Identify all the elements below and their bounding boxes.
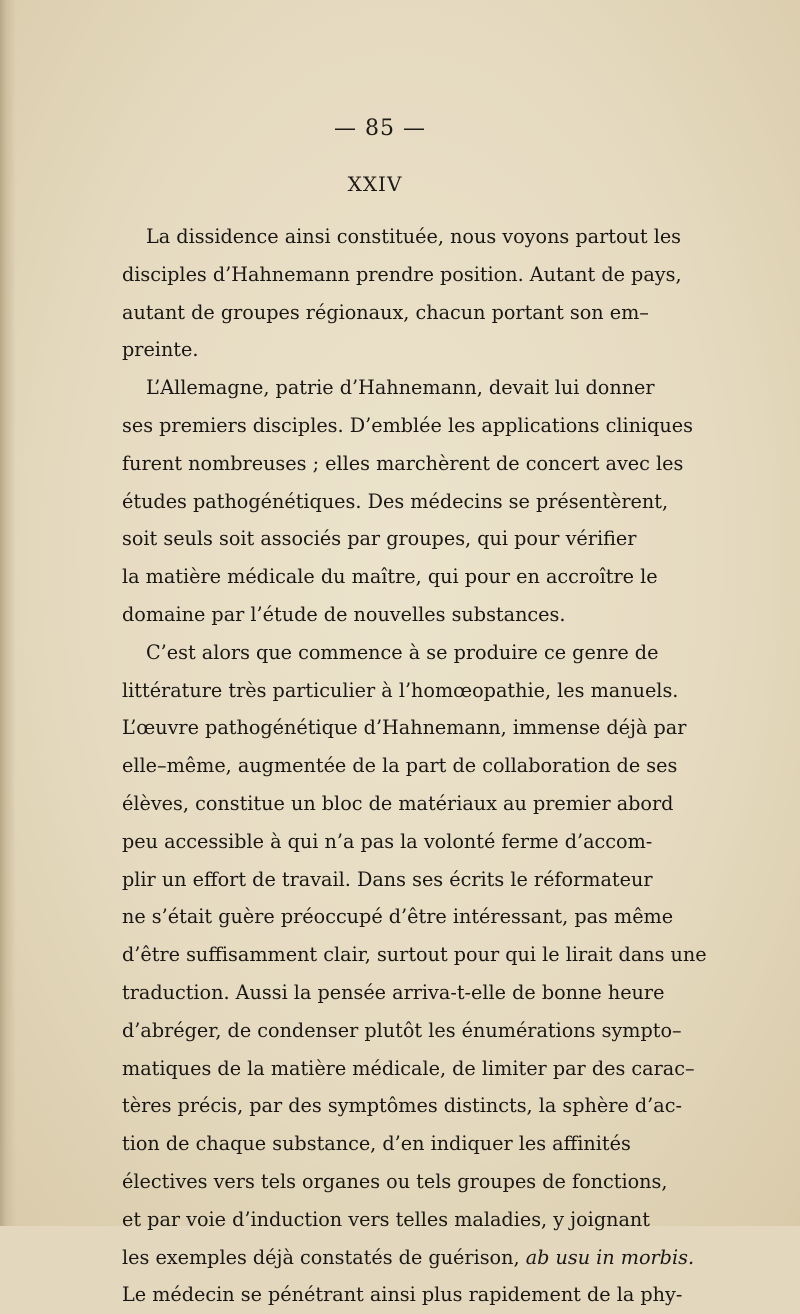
body-text <box>122 218 707 1314</box>
text-line: C’est alors que commence à se produire ce genre de <box>146 640 659 664</box>
text-line: L’œuvre pathogénétique d’Hahnemann, immense déjà par <box>122 716 687 740</box>
text-line: d’être suffisamment clair, surtout pour qui le lirait dans une <box>122 943 707 967</box>
text-line: preinte. <box>122 338 199 362</box>
text-line: élèves, constitue un bloc de matériaux au premier abord <box>122 791 674 815</box>
text-line: et par voie d’induction vers telles maladies, y joignant <box>122 1207 650 1231</box>
text-line: Le médecin se pénétrant ainsi plus rapidement de la phy- <box>122 1283 683 1307</box>
text-line: disciples d’Hahnemann prendre position. Autant de pays, <box>122 262 682 286</box>
text-line: domaine par l’étude de nouvelles substances. <box>122 602 566 626</box>
text-line: d’abréger, de condenser plutôt les énumérations sympto– <box>122 1018 682 1042</box>
text-line-start: les exemples déjà constatés de guérison, <box>122 1245 520 1269</box>
text-line-with-latin <box>122 1239 695 1277</box>
chapter-heading: XXIV <box>347 172 403 196</box>
text-line: peu accessible à qui n’a pas la volonté ferme d’accom- <box>122 829 653 853</box>
text-line: la matière médicale du maître, qui pour en accroître le <box>122 565 658 589</box>
text-line: ne s’était guère préoccupé d’être intéressant, pas même <box>122 905 674 929</box>
text-line: matiques de la matière médicale, de limiter par des carac– <box>122 1056 695 1080</box>
text-line: autant de groupes régionaux, chacun portant son em– <box>122 300 649 324</box>
text-line: électives vers tels organes ou tels groupes de fonctions, <box>122 1169 668 1193</box>
text-line: La dissidence ainsi constituée, nous voyons partout les <box>146 225 682 248</box>
text-line: soit seuls soit associés par groupes, qui pour vérifier <box>122 527 637 551</box>
latin-phrase: ab usu in morbis. <box>525 1245 695 1269</box>
text-line: traduction. Aussi la pensée arriva-t-elle de bonne heure <box>122 980 665 1004</box>
text-line: ses premiers disciples. D’emblée les applications cliniques <box>122 413 693 437</box>
text-line: littérature très particulier à l’homœopathie, les manuels. <box>122 678 679 702</box>
text-line: furent nombreuses ; elles marchèrent de concert avec les <box>122 451 684 475</box>
page-number: — 85 — <box>334 116 426 141</box>
text-line: L’Allemagne, patrie d’Hahnemann, devait lui donner <box>146 376 655 400</box>
text-line: elle–même, augmentée de la part de collaboration de ses <box>122 754 678 778</box>
text-line: tion de chaque substance, d’en indiquer les affinités <box>122 1132 631 1156</box>
text-line: tères précis, par des symptômes distincts, la sphère d’ac- <box>122 1094 682 1118</box>
text-line: études pathogénétiques. Des médecins se présentèrent, <box>122 489 669 513</box>
text-line: plir un effort de travail. Dans ses écrits le réformateur <box>122 867 653 891</box>
